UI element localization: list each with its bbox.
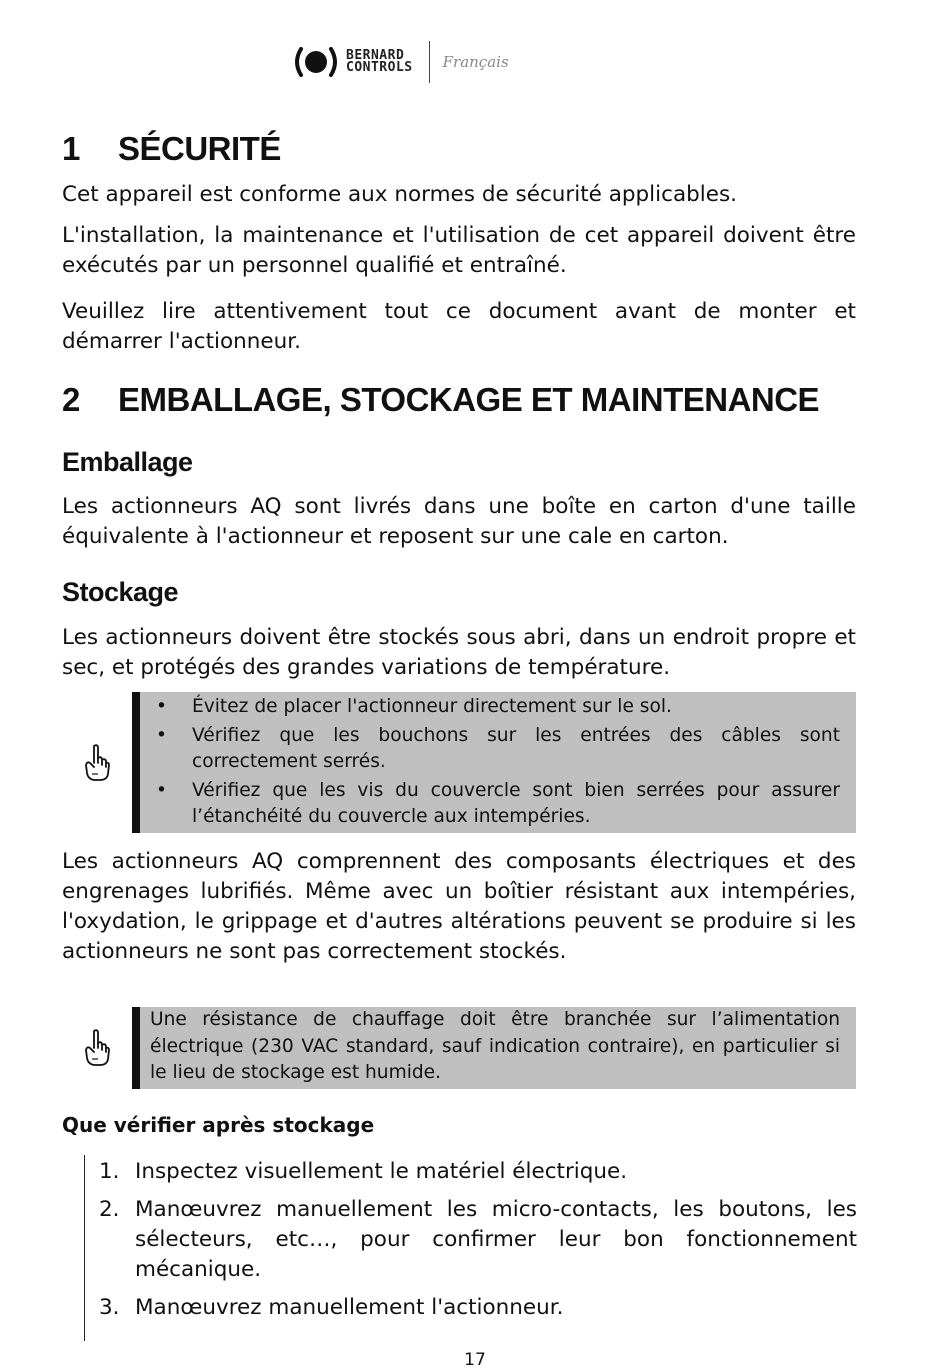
verification-heading: Que vérifier après stockage bbox=[62, 1113, 375, 1137]
language-label: Français bbox=[442, 53, 509, 71]
list-item-text: Inspectez visuellement le matériel électrique. bbox=[135, 1159, 628, 1184]
section-1-paragraph-3: Veuillez lire attentivement tout ce document avant de monter et démarrer l'actionneur. bbox=[62, 299, 856, 354]
header-divider bbox=[429, 41, 430, 83]
section-1-title: SÉCURITÉ bbox=[118, 130, 281, 167]
stockage-paragraph: Les actionneurs doivent être stockés sous abri, dans un endroit propre et sec, et protégés des grandes variations de température. bbox=[62, 625, 856, 680]
list-item-number: 1. bbox=[99, 1159, 120, 1184]
section-2-number: 2 bbox=[62, 381, 80, 418]
stockage-paragraph-2: Les actionneurs AQ comprennent des composants électriques et des engrenages lubrifiés. Même avec un boîtier résistant aux intempéries, l'oxydation, le grippage et d'autres altérations peuvent se produire si les actionneurs ne sont pas correctement stockés. bbox=[62, 849, 856, 964]
section-1-number: 1 bbox=[62, 130, 80, 167]
list-item bbox=[85, 1293, 857, 1323]
logo-line-1: BERNARD bbox=[346, 48, 405, 63]
list-item-number: 2. bbox=[99, 1197, 120, 1222]
stockage-note-1 bbox=[62, 692, 856, 833]
note-1-box bbox=[132, 692, 856, 833]
note-1-list bbox=[140, 694, 840, 831]
section-1-heading bbox=[62, 130, 281, 168]
stockage-note-2 bbox=[62, 1007, 856, 1089]
logo-wordmark bbox=[346, 50, 413, 74]
list-item bbox=[85, 1195, 857, 1285]
list-item-number: 3. bbox=[99, 1295, 120, 1320]
emballage-paragraph: Les actionneurs AQ sont livrés dans une boîte en carton d'une taille équivalente à l'actionneur et reposent sur une cale en carton. bbox=[62, 494, 856, 549]
note-1-item-2: • Vérifiez que les bouchons sur les entrées des câbles sont correctement serrés. bbox=[140, 723, 840, 776]
list-item-text: Manœuvrez manuellement les micro-contacts, les boutons, les sélecteurs, etc…, pour confirmer leur bon fonctionnement mécanique. bbox=[135, 1197, 857, 1282]
verification-list bbox=[84, 1155, 857, 1341]
bernard-controls-logo-icon bbox=[292, 43, 340, 81]
section-1-paragraph-2: L'installation, la maintenance et l'utilisation de cet appareil doivent être exécutés par un personnel qualifié et entraîné. bbox=[62, 223, 856, 278]
section-2-heading bbox=[62, 381, 819, 419]
list-item bbox=[85, 1157, 857, 1187]
stockage-heading: Stockage bbox=[62, 577, 179, 607]
page-header bbox=[292, 40, 509, 84]
note-1-item-3: • Vérifiez que les vis du couvercle sont bien serrées pour assurer l’étanchéité du couvercle aux intempéries. bbox=[140, 778, 840, 831]
section-2-title: EMBALLAGE, STOCKAGE ET MAINTENANCE bbox=[118, 381, 820, 418]
pointing-hand-icon bbox=[62, 1007, 132, 1089]
emballage-heading: Emballage bbox=[62, 447, 193, 477]
note-2-box: Une résistance de chauffage doit être branchée sur l’alimentation électrique (230 VAC standard, sauf indication contraire), en particulier si le lieu de stockage est humide. bbox=[132, 1007, 856, 1089]
list-item-text: Manœuvrez manuellement l'actionneur. bbox=[135, 1295, 564, 1320]
page-number: 17 bbox=[464, 1350, 486, 1370]
pointing-hand-icon bbox=[62, 692, 132, 833]
section-1-paragraph-1: Cet appareil est conforme aux normes de sécurité applicables. bbox=[62, 182, 738, 207]
logo-line-2: CONTROLS bbox=[346, 60, 413, 75]
note-1-item-1: • Évitez de placer l'actionneur directement sur le sol. bbox=[140, 694, 840, 721]
